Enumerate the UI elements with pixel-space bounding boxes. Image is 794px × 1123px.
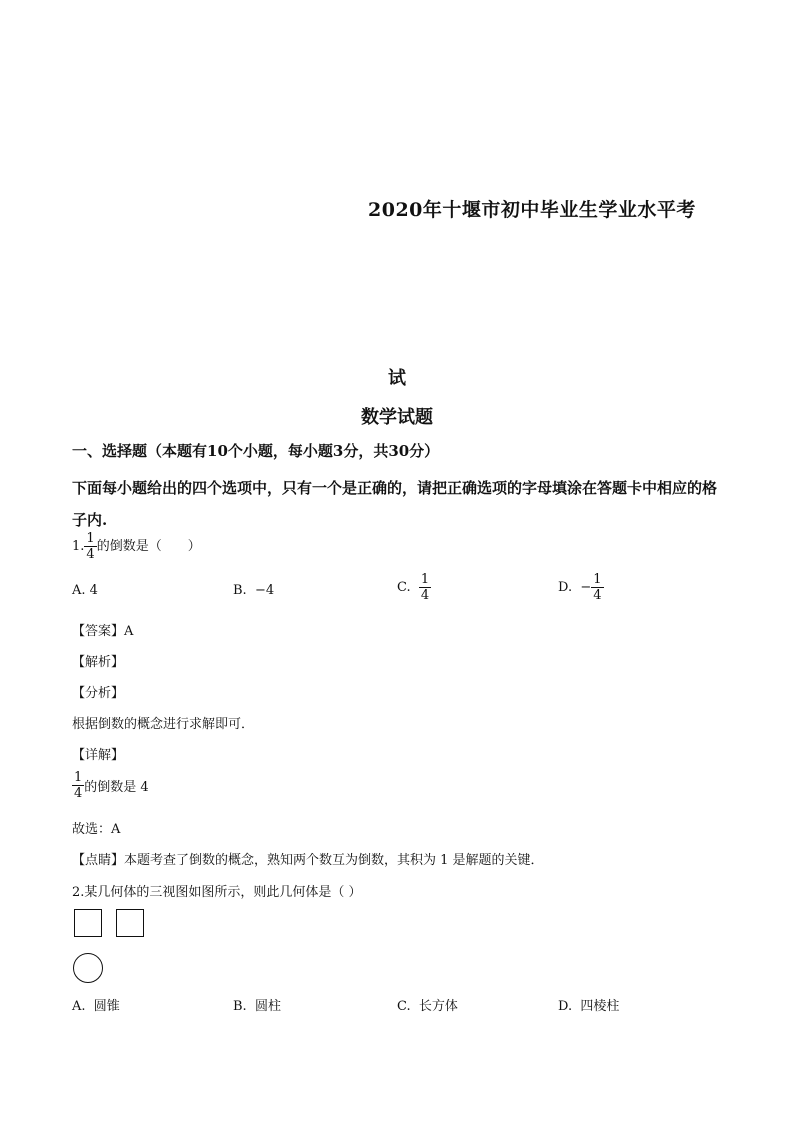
q1-option-d-den: 4 [593, 588, 602, 603]
top-view-circle [73, 953, 103, 983]
q1-detail-text: 的倒数是 4 [84, 780, 149, 795]
q1-option-a [72, 583, 98, 598]
q1-fenxi-tag: 【分析】 [72, 686, 125, 701]
q2-option-a-value: 圆锥 [93, 999, 120, 1014]
section-heading: 一、选择题（本题有10个小题，每小题3分，共30分） [72, 442, 440, 460]
q2-option-c-value: 长方体 [418, 999, 458, 1014]
q1-option-d [558, 572, 604, 603]
q1-fraction [84, 531, 96, 562]
q1-detail-line [72, 770, 149, 801]
q2-option-c-label: C. [397, 999, 411, 1014]
q1-option-b-value: −4 [254, 583, 275, 598]
q1-detail-den: 4 [74, 786, 83, 801]
answer-tag: 【答案】 [72, 624, 125, 639]
q1-option-c-label: C. [397, 580, 411, 595]
subject-title: 数学试题 [361, 407, 433, 428]
exam-header-title: 2020年十堰市初中毕业生学业水平考 [368, 199, 696, 221]
q1-option-d-label: D. [558, 580, 573, 595]
q1-answer [72, 620, 133, 639]
q1-fenxi-text: 根据倒数的概念进行求解即可． [72, 717, 255, 732]
q1-choice: 故选：A [72, 822, 121, 837]
q1-number: 1. [72, 539, 85, 554]
front-view-square [74, 909, 102, 937]
q1-option-c [397, 572, 431, 603]
q1-frac-den: 4 [86, 547, 95, 562]
comment-text: 本题考查了倒数的概念，熟知两个数互为倒数，其积为 1 是解题的关键． [124, 853, 544, 868]
q1-detail-fraction [72, 770, 84, 801]
q1-analysis-tag: 【解析】 [72, 655, 125, 670]
q2-option-c [397, 995, 458, 1014]
section-instructions: 下面每小题给出的四个选项中，只有一个是正确的，请把正确选项的字母填涂在答题卡中相应的格子内. [72, 479, 718, 529]
q1-option-a-value: 4 [89, 583, 98, 598]
q1-option-c-den: 4 [420, 588, 430, 603]
q1-option-a-label: A. [72, 583, 86, 598]
q2-option-a [72, 995, 120, 1014]
q2-stem: 2.某几何体的三视图如图所示，则此几何体是（ ） [72, 885, 362, 900]
q1-stem [72, 531, 201, 562]
q2-option-d-value: 四棱柱 [580, 999, 620, 1014]
q1-option-c-fraction [419, 572, 431, 603]
q1-comment [72, 849, 544, 868]
q1-option-b-label: B. [233, 583, 247, 598]
q1-frac-num: 1 [86, 531, 95, 546]
side-view-square [116, 909, 144, 937]
title-shi: 试 [388, 368, 406, 389]
q2-option-a-label: A. [72, 999, 86, 1014]
q1-stem-text: 的倒数是（ ） [96, 539, 201, 554]
comment-tag: 【点睛】 [72, 853, 125, 868]
q1-option-c-num: 1 [420, 572, 430, 587]
q2-option-b-label: B. [233, 999, 247, 1014]
q1-option-d-sign: − [580, 580, 592, 595]
q1-detail-num: 1 [74, 770, 83, 785]
q1-option-d-fraction [591, 572, 603, 603]
q2-option-b [233, 995, 281, 1014]
q2-option-d [558, 995, 619, 1014]
q1-option-d-num: 1 [593, 572, 602, 587]
answer-value: A [124, 624, 134, 639]
q1-detail-tag: 【详解】 [72, 748, 125, 763]
q2-option-d-label: D. [558, 999, 573, 1014]
q1-option-b [233, 583, 274, 598]
q2-option-b-value: 圆柱 [254, 999, 281, 1014]
